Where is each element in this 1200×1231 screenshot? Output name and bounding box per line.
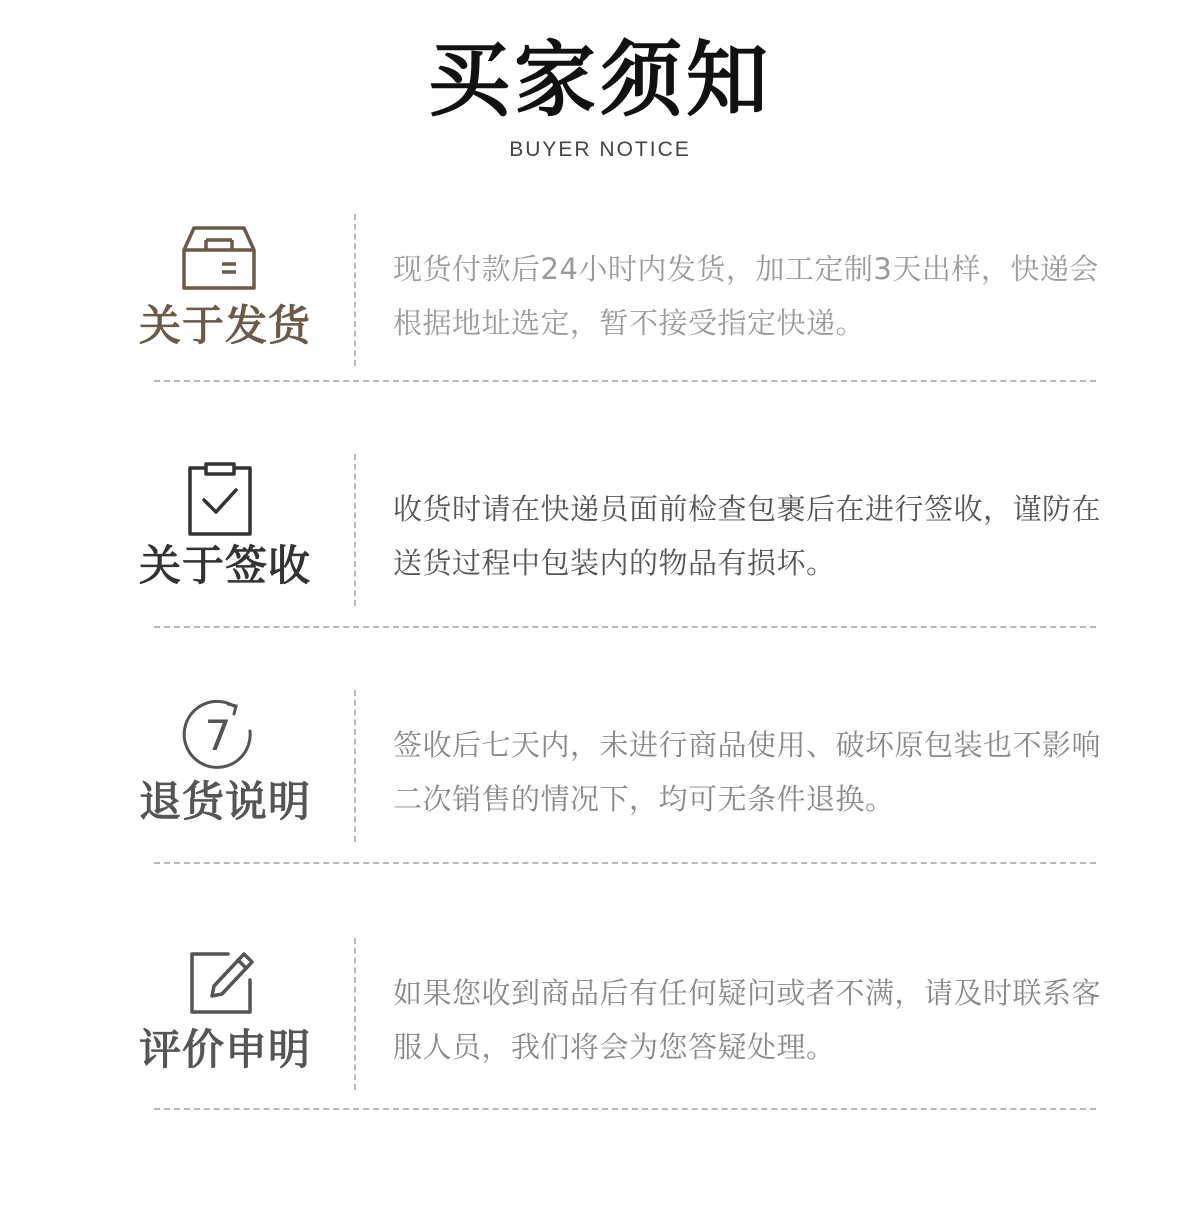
box-icon <box>178 222 260 296</box>
horizontal-divider <box>154 380 1096 382</box>
horizontal-divider <box>154 862 1096 864</box>
section-label: 评价申明 <box>138 1025 311 1074</box>
vertical-divider <box>354 214 356 366</box>
icon-digit: 7 <box>204 711 232 760</box>
page-subtitle: BUYER NOTICE <box>509 138 691 161</box>
section-label: 关于发货 <box>138 301 311 350</box>
section-label: 退货说明 <box>138 777 311 826</box>
section-label: 关于签收 <box>138 541 311 590</box>
horizontal-divider <box>154 1108 1096 1110</box>
section-returns <box>0 698 1200 858</box>
vertical-divider <box>354 690 356 842</box>
edit-note-icon <box>178 946 260 1020</box>
vertical-divider <box>354 454 356 606</box>
page-title: 买家须知 <box>427 32 772 128</box>
section-shipping <box>0 222 1200 382</box>
section-reviews <box>0 946 1200 1106</box>
clipboard-check-icon <box>178 462 260 536</box>
section-receiving <box>0 462 1200 622</box>
section-text: 如果您收到商品后有任何疑问或者不满，请及时联系客服人员，我们将会为您答疑处理。 <box>393 976 1102 1064</box>
section-text: 签收后七天内，未进行商品使用、破坏原包装也不影响二次销售的情况下，均可无条件退换。 <box>393 728 1102 816</box>
section-text: 收货时请在快递员面前检查包裹后在进行签收，谨防在送货过程中包装内的物品有损坏。 <box>393 492 1102 580</box>
seven-day-return-icon <box>178 698 260 772</box>
vertical-divider <box>354 938 356 1090</box>
horizontal-divider <box>154 626 1096 628</box>
section-text: 现货付款后24小时内发货，加工定制3天出样，快递会根据地址选定，暂不接受指定快递。 <box>393 252 1099 340</box>
